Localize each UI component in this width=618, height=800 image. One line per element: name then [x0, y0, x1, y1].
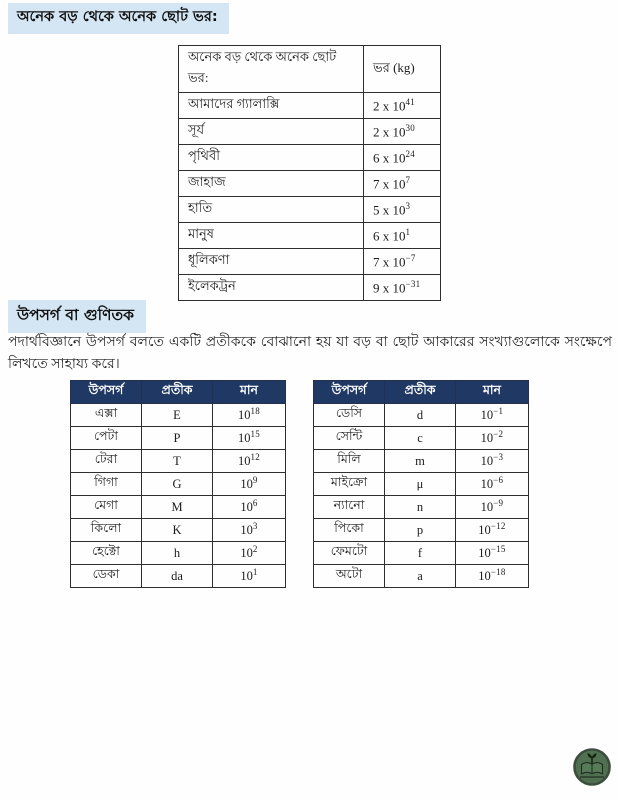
mass-exponent: −31 [405, 278, 421, 289]
intro-paragraph: পদার্থবিজ্ঞানে উপসর্গ বলতে একটি প্রতীককে বোঝানো হয় যা বড় বা ছোট আকারের সংখ্যাগুলোকে সংক্ষেপে লিখতে সাহায্য করে। [8, 335, 612, 372]
prefix-value [213, 450, 286, 473]
prefix-name: সেন্টি [314, 427, 385, 450]
section-title-prefix: উপসর্গ বা গুণিতক [8, 300, 146, 333]
table-row [314, 542, 529, 565]
mass-base: 7 x 10 [373, 176, 406, 192]
power-base: 10 [480, 408, 494, 423]
mass-base: 6 x 10 [373, 228, 406, 244]
prefix-symbol: T [142, 450, 213, 473]
power-exponent: −3 [493, 452, 504, 463]
object-label: ধূলিকণা [179, 249, 364, 275]
prefix-name: হেক্টো [71, 542, 142, 565]
power-exponent: 12 [250, 452, 261, 463]
prefix-name: টেরা [71, 450, 142, 473]
prefix-symbol: da [142, 565, 213, 588]
power-exponent: 2 [252, 544, 258, 555]
power-base: 10 [480, 431, 494, 446]
power-base: 10 [480, 500, 494, 515]
value-header: মান [456, 381, 529, 404]
power-exponent: −9 [493, 498, 504, 509]
power-exponent: 18 [250, 406, 261, 417]
prefix-value [456, 565, 529, 588]
power-exponent: −6 [493, 475, 504, 486]
prefix-value [213, 565, 286, 588]
table-row [314, 404, 529, 427]
power-base: 10 [480, 477, 494, 492]
prefix-table-header-row [314, 381, 529, 404]
power-base: 10 [240, 523, 253, 538]
symbol-header: প্রতীক [385, 381, 456, 404]
power-exponent: 15 [250, 429, 261, 440]
prefix-name: মাইক্রো [314, 473, 385, 496]
table-row [314, 519, 529, 542]
mass-base: 5 x 10 [373, 202, 406, 218]
prefix-name: ডেসি [314, 404, 385, 427]
prefix-name: অটো [314, 565, 385, 588]
prefix-name: ন্যানো [314, 496, 385, 519]
power-base: 10 [237, 431, 251, 446]
prefix-table-large [70, 380, 286, 588]
prefix-table-header-row [71, 381, 286, 404]
table-row [179, 171, 441, 197]
mass-value [364, 275, 441, 301]
prefix-name: ফেমটো [314, 542, 385, 565]
power-base: 10 [478, 523, 491, 538]
prefix-value [213, 404, 286, 427]
power-base: 10 [237, 408, 251, 423]
object-label: ইলেকট্রন [179, 275, 364, 301]
power-exponent: −18 [490, 567, 506, 578]
prefix-value [456, 496, 529, 519]
prefix-table-small [313, 380, 529, 588]
power-base: 10 [478, 546, 491, 561]
mass-base: 2 x 10 [373, 98, 406, 114]
prefix-symbol: K [142, 519, 213, 542]
prefix-value [456, 450, 529, 473]
prefix-value [213, 427, 286, 450]
object-label: জাহাজ [179, 171, 364, 197]
mass-exponent: −7 [405, 252, 416, 263]
table-row [179, 93, 441, 119]
table-row [314, 496, 529, 519]
mass-base: 7 x 10 [373, 254, 406, 270]
power-exponent: 6 [252, 498, 258, 509]
prefix-value [213, 519, 286, 542]
power-exponent: 3 [252, 521, 258, 532]
prefix-value [456, 427, 529, 450]
prefix-symbol: p [385, 519, 456, 542]
mass-value [364, 223, 441, 249]
mass-value [364, 249, 441, 275]
prefix-name: মেগা [71, 496, 142, 519]
power-exponent: 9 [252, 475, 258, 486]
mass-value [364, 93, 441, 119]
power-exponent: −15 [490, 544, 506, 555]
prefix-value [456, 473, 529, 496]
table-row [314, 450, 529, 473]
power-exponent: −12 [490, 521, 506, 532]
prefix-name: পিকো [314, 519, 385, 542]
prefix-name: ডেকা [71, 565, 142, 588]
section-title-mass: অনেক বড় থেকে অনেক ছোট ভর: [8, 3, 229, 34]
table-row [71, 565, 286, 588]
book-sprout-logo-icon [572, 747, 612, 787]
symbol-header: প্রতীক [142, 381, 213, 404]
prefix-value [213, 542, 286, 565]
prefix-value [456, 542, 529, 565]
table-row [71, 404, 286, 427]
table-row [71, 542, 286, 565]
mass-table-header-mass: ভর (kg) [364, 46, 441, 93]
prefix-symbol: m [385, 450, 456, 473]
table-row [314, 473, 529, 496]
table-row [314, 565, 529, 588]
power-base: 10 [240, 569, 253, 584]
prefix-symbol: f [385, 542, 456, 565]
prefix-header: উপসর্গ [314, 381, 385, 404]
prefix-symbol: h [142, 542, 213, 565]
prefix-name: পেটা [71, 427, 142, 450]
mass-table-header-row [179, 46, 441, 93]
mass-table [178, 45, 441, 301]
mass-exponent: 1 [405, 226, 411, 237]
object-label: হাতি [179, 197, 364, 223]
power-base: 10 [237, 454, 251, 469]
prefix-symbol: M [142, 496, 213, 519]
object-label: সূর্য [179, 119, 364, 145]
object-label: মানুষ [179, 223, 364, 249]
object-label: আমাদের গ্যালাক্সি [179, 93, 364, 119]
prefix-value [456, 404, 529, 427]
mass-exponent: 7 [405, 174, 411, 185]
prefix-name: গিগা [71, 473, 142, 496]
prefix-name: কিলো [71, 519, 142, 542]
power-base: 10 [240, 500, 253, 515]
prefix-value [213, 473, 286, 496]
mass-base: 9 x 10 [373, 280, 406, 296]
mass-exponent: 30 [405, 122, 416, 133]
object-label: পৃথিবী [179, 145, 364, 171]
table-row [71, 496, 286, 519]
prefix-symbol: P [142, 427, 213, 450]
power-base: 10 [480, 454, 494, 469]
prefix-name: এক্সা [71, 404, 142, 427]
table-row [71, 450, 286, 473]
table-row [71, 473, 286, 496]
table-row [179, 197, 441, 223]
table-row [179, 223, 441, 249]
power-exponent: −2 [493, 429, 504, 440]
mass-value [364, 145, 441, 171]
power-exponent: −1 [493, 406, 504, 417]
value-header: মান [213, 381, 286, 404]
prefix-symbol: c [385, 427, 456, 450]
table-row [179, 119, 441, 145]
prefix-symbol: a [385, 565, 456, 588]
mass-exponent: 24 [405, 148, 416, 159]
power-base: 10 [240, 546, 253, 561]
prefix-value [213, 496, 286, 519]
table-row [179, 145, 441, 171]
mass-base: 2 x 10 [373, 124, 406, 140]
table-row [71, 519, 286, 542]
prefix-symbol: d [385, 404, 456, 427]
power-exponent: 1 [252, 567, 258, 578]
mass-value [364, 119, 441, 145]
prefix-symbol: E [142, 404, 213, 427]
mass-table-header-object: অনেক বড় থেকে অনেক ছোট ভর: [179, 46, 364, 93]
prefix-symbol: μ [385, 473, 456, 496]
table-row [179, 275, 441, 301]
mass-value [364, 171, 441, 197]
prefix-symbol: G [142, 473, 213, 496]
prefix-name: মিলি [314, 450, 385, 473]
mass-base: 6 x 10 [373, 150, 406, 166]
power-base: 10 [240, 477, 253, 492]
table-row [179, 249, 441, 275]
mass-exponent: 41 [405, 96, 416, 107]
mass-value [364, 197, 441, 223]
prefix-symbol: n [385, 496, 456, 519]
table-row [314, 427, 529, 450]
mass-exponent: 3 [405, 200, 411, 211]
prefix-value [456, 519, 529, 542]
power-base: 10 [478, 569, 491, 584]
table-row [71, 427, 286, 450]
prefix-header: উপসর্গ [71, 381, 142, 404]
